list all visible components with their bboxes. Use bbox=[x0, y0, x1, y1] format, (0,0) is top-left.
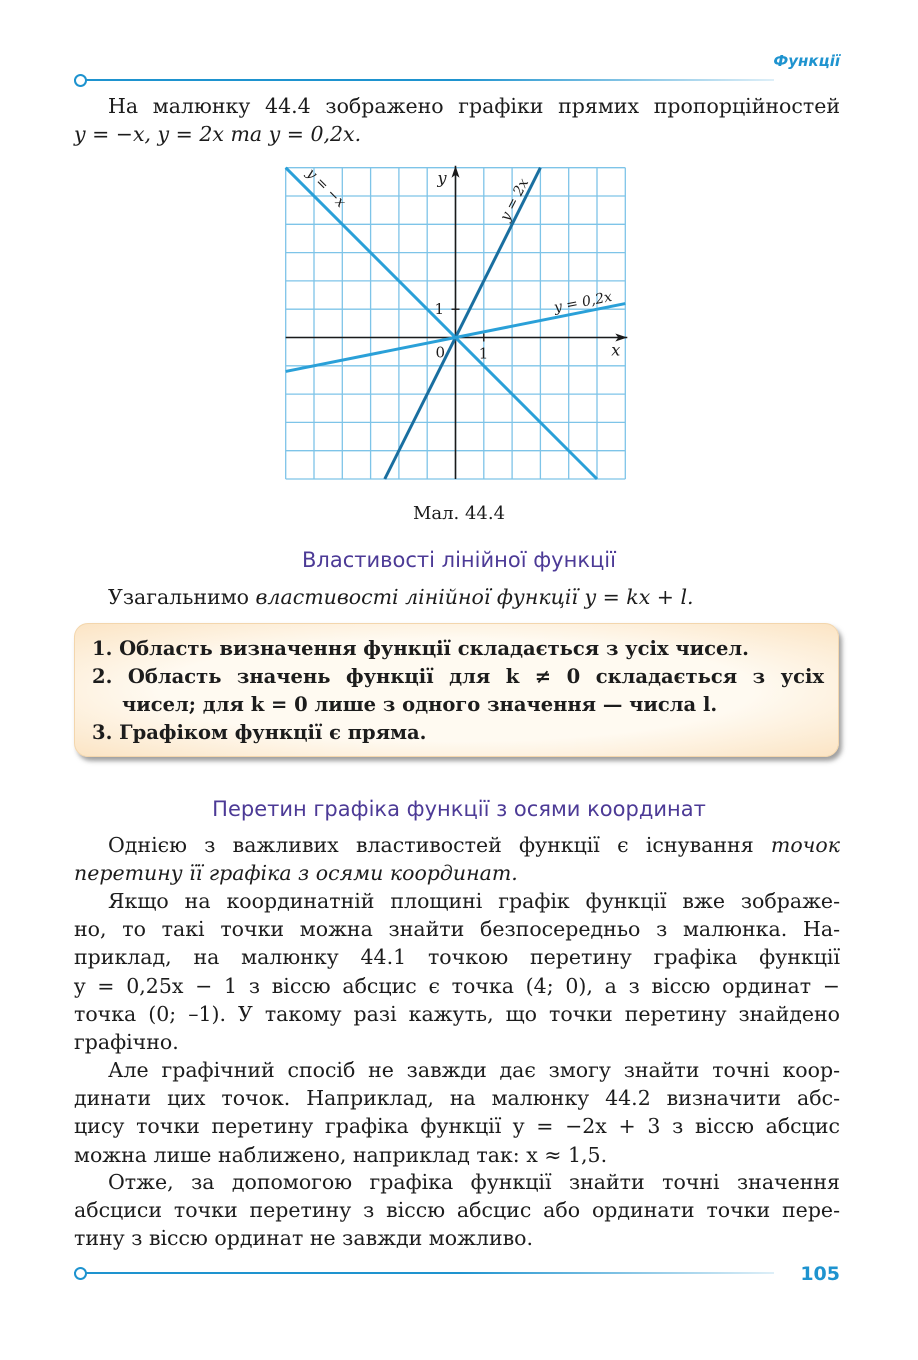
properties-intro-text: Узагальнимо bbox=[108, 585, 256, 609]
para1-line-2: перетину її графіка з осями координат. bbox=[74, 861, 518, 886]
chart-labels bbox=[302, 165, 620, 363]
property-1: 1. Область визначення функції складається з усіх чисел. bbox=[92, 637, 749, 660]
axes bbox=[286, 166, 628, 479]
properties-intro-italic: властивості лінійної функції y = kx + l. bbox=[255, 585, 694, 609]
line-y-neg-x bbox=[286, 168, 597, 479]
x-axis-label: x bbox=[611, 340, 621, 360]
para1-line-1-italic: точок bbox=[770, 833, 840, 857]
para3-line-3: цису точки перетину графіка функції y = −2x + 3 з віссю абсцис bbox=[74, 1114, 840, 1139]
intro-paragraph bbox=[74, 92, 840, 148]
para3-line-2: динати цих точок. Наприклад, на малюнку 44.2 визначити абс- bbox=[74, 1086, 840, 1111]
y-axis-label: y bbox=[437, 168, 447, 188]
section-heading-intersection: Перетин графіка функції з осями координат bbox=[212, 797, 706, 821]
property-2-line-2: чисел; для k = 0 лише з одного значення — числа l. bbox=[122, 693, 718, 716]
header-rule-dot bbox=[74, 74, 87, 87]
paragraph-3 bbox=[74, 1056, 840, 1169]
properties-list bbox=[92, 635, 824, 747]
para4-line-1: Отже, за допомогою графіка функції знайти точні значення bbox=[108, 1170, 840, 1194]
properties-box bbox=[74, 623, 839, 757]
properties-intro bbox=[74, 583, 840, 611]
intro-line-1: На малюнку 44.4 зображено графіки прямих пропорційностей bbox=[108, 94, 840, 118]
figure-44-4 bbox=[270, 160, 640, 500]
origin-label: 0 bbox=[435, 343, 446, 362]
section-heading-properties: Властивості лінійної функції bbox=[302, 548, 616, 572]
header-rule bbox=[74, 79, 774, 81]
page-number: 105 bbox=[800, 1263, 840, 1285]
footer-rule-dot bbox=[74, 1267, 87, 1280]
para2-line-1: Якщо на координатній площині графік функції вже зображе- bbox=[108, 889, 840, 913]
series-label-y-2x: y = 2x bbox=[497, 176, 533, 224]
para4-line-3: тину з віссю ординат не завжди можливо. bbox=[74, 1226, 534, 1251]
footer-rule bbox=[74, 1272, 774, 1274]
y-unit-label: 1 bbox=[434, 300, 445, 319]
line-y-2x bbox=[385, 168, 541, 479]
para3-line-4: можна лише наближено, наприклад так: x ≈ 1,5. bbox=[74, 1142, 608, 1167]
figure-caption: Мал. 44.4 bbox=[412, 503, 506, 524]
para2-line-4: y = 0,25x − 1 з віссю абсцис є точка (4; 0), а з віссю ординат − bbox=[74, 973, 840, 998]
running-header-title: Функції bbox=[773, 52, 840, 70]
paragraph-1 bbox=[74, 831, 840, 887]
para2-line-5: точка (0; –1). У такому разі кажуть, що точки перетину знайдено bbox=[74, 1001, 840, 1026]
property-3: 3. Графіком функції є пряма. bbox=[92, 721, 427, 744]
x-unit-label: 1 bbox=[478, 344, 489, 363]
para1-line-1: Однією з важливих властивостей функції є існування bbox=[108, 833, 771, 857]
property-2-line-1: 2. Область значень функції для k ≠ 0 складається з усіх bbox=[92, 665, 824, 688]
para2-line-6: графічно. bbox=[74, 1030, 179, 1055]
series-label-y-neg-x: y = −x bbox=[303, 165, 349, 211]
para2-line-2: но, то такі точки можна знайти безпосередньо з малюнка. На- bbox=[74, 917, 840, 942]
series-label-y-0-2x: y = 0,2x bbox=[552, 289, 614, 316]
para3-line-1: Але графічний спосіб не завжди дає змогу знайти точні коор- bbox=[108, 1058, 840, 1082]
paragraph-2 bbox=[74, 887, 840, 1056]
para4-line-2: абсциси точки перетину з віссю абсцис або ординати точки пере- bbox=[74, 1198, 840, 1223]
intro-line-2: y = −x, y = 2x та y = 0,2x. bbox=[74, 122, 362, 147]
paragraph-4 bbox=[74, 1168, 840, 1253]
para2-line-3: приклад, на малюнку 44.1 точкою перетину графіка функції bbox=[74, 945, 840, 970]
coordinate-plane-chart bbox=[270, 160, 640, 500]
